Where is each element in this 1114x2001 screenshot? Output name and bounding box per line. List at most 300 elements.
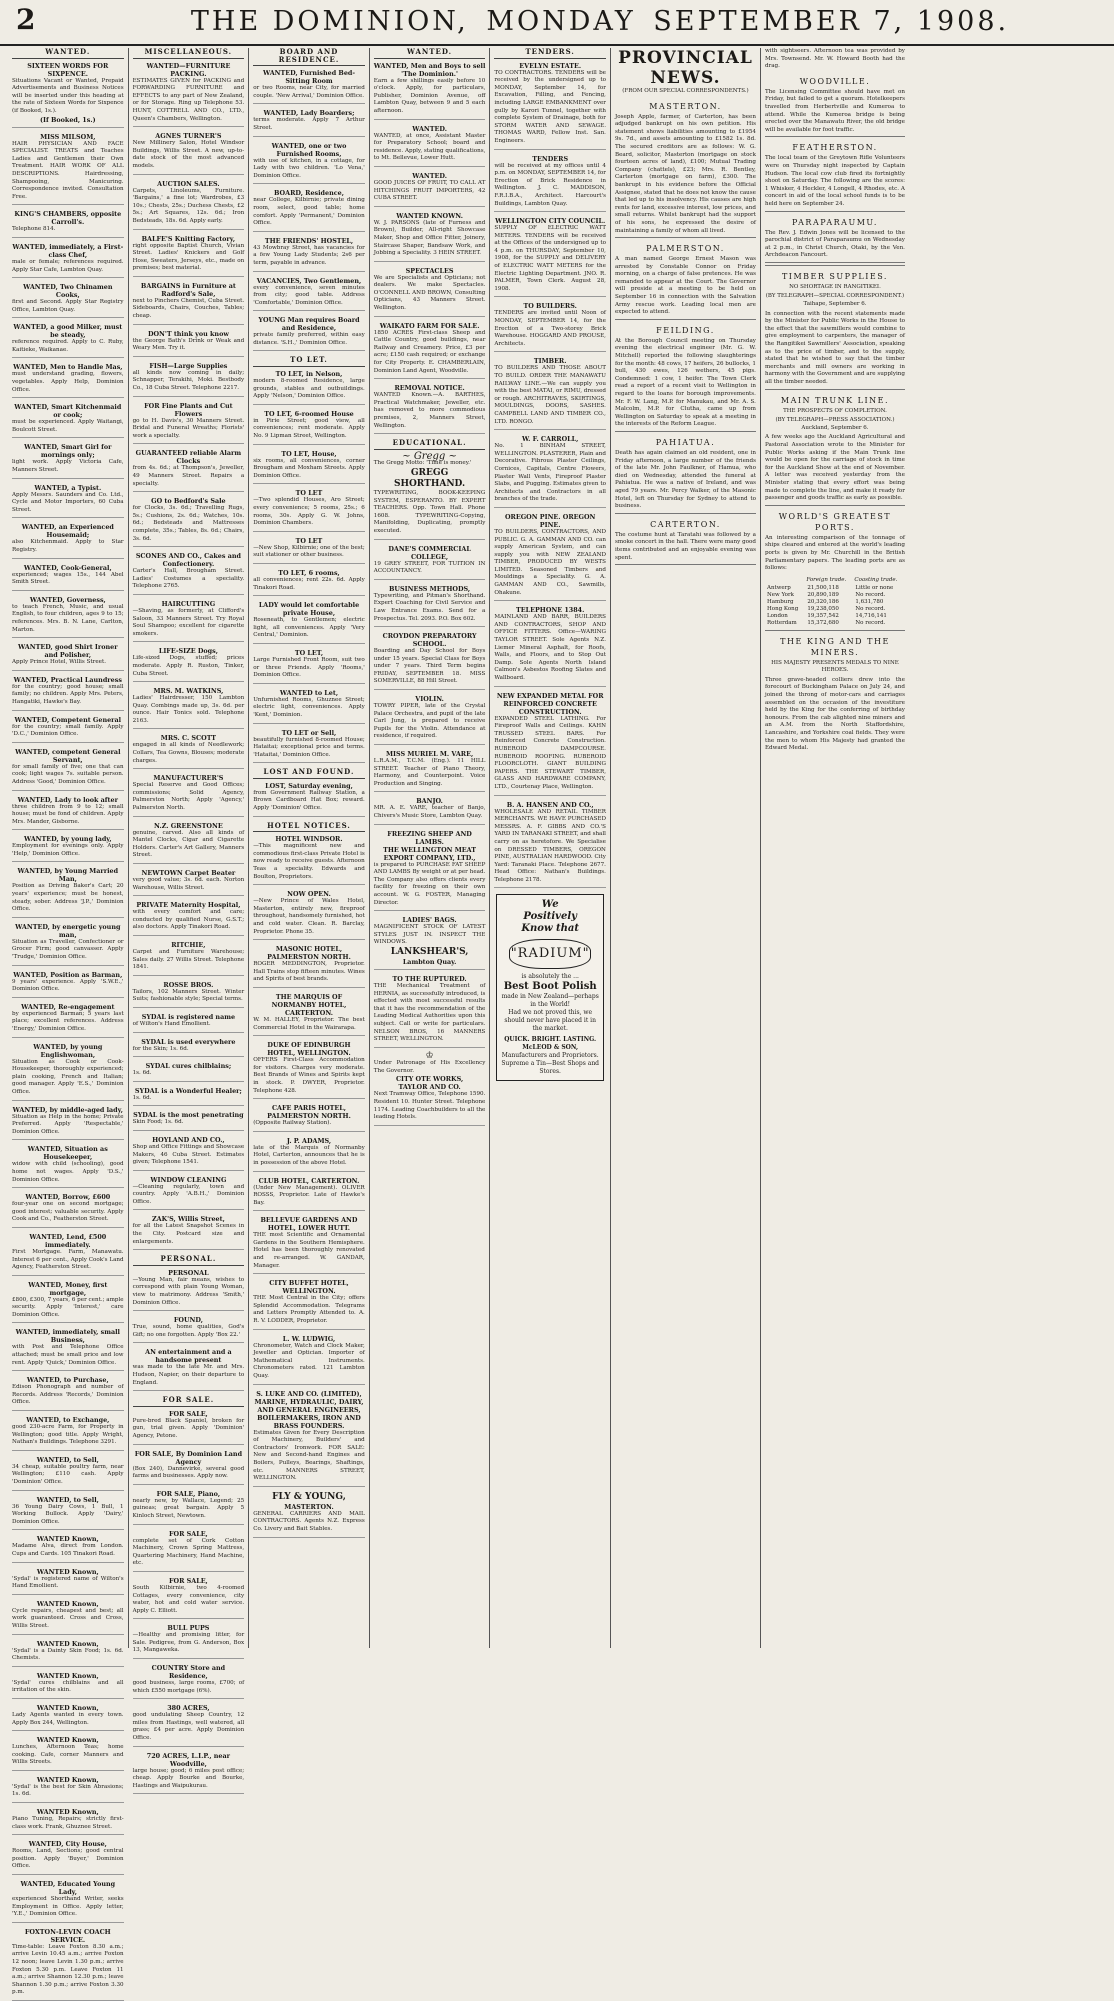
wanted-ad — [12, 676, 124, 711]
to-let-ad-body: in Pirie Street; good view, all conveniences; rent moderate. Apply No. 9 Lipman Street, Wellington. — [253, 417, 365, 440]
misc-ad — [133, 1087, 245, 1107]
wanted-ad-body: Situation as Traveller, Confectioner or Grocer Firm; good canvasser. Apply 'Trudge,' Dominion Office. — [12, 938, 124, 961]
column-header-board: BOARD AND RESIDENCE. — [253, 48, 365, 66]
tender-ad — [494, 357, 606, 430]
radium-slogan: QUICK. BRIGHT. LASTING. — [504, 1036, 597, 1044]
masthead-day: MONDAY — [486, 6, 636, 37]
wanted-ad-title: WANTED, by young lady, — [23, 835, 112, 844]
radium-ask: Supreme a Tin—Best Shops and Stores. — [501, 1060, 600, 1076]
to-let-ad-title: TO LET, 6 rooms, — [278, 568, 340, 577]
wanted-ad-body: Piano Tuning, Repairs; strictly first-class work. Frank, Ghuznee Street. — [12, 1816, 124, 1830]
gregg-title: GREGG SHORTHAND. — [393, 467, 466, 489]
wanted-2-ad-body: 1850 ACRES First-class Sheep and Cattle Country, good buildings, near Railway and Creamery. Price, £3 per acre; £150 cash required; or exchange for City Property. E. CHAMBERLAIN, Dominion Land Agent, Woodville. — [373, 329, 486, 374]
radium-is: is absolutely the ... — [521, 973, 579, 981]
radium-know: Know that — [521, 923, 580, 935]
misc-ad-body: Carpets, Linoleums, Furniture. 'Bargains,' a fine lot; Wardrobes, £3 10s.; Chests, 25s.; Duchess Chests, £2 5s.; Art Squares, 12s. 6d.; Iron Bedsteads, 18s. 6d. Apply early. — [132, 187, 245, 224]
wanted-ad-body: good 230-acre Farm, for Property in Wellington; good title. Apply Wright, Nathan's Buildings. Telephone 3291. — [12, 1424, 124, 1446]
provincial-news-title: PROVINCIAL NEWS. — [618, 48, 753, 88]
wanted-ad — [12, 1456, 124, 1491]
hotel-ad — [253, 1041, 365, 1099]
wanted-2-ad — [374, 62, 486, 120]
ports-table — [765, 576, 905, 627]
wanted-ad-title: WANTED Known, — [36, 1703, 99, 1712]
wanted-ad — [12, 1640, 124, 1667]
violin-title: VIOLIN. — [415, 695, 444, 704]
ports-cell: 19,357,542 — [807, 612, 839, 619]
misc-ad-title: BARGAINS in Furniture at Radford's Sale, — [140, 281, 236, 298]
column-header-wanted-2: WANTED. — [374, 48, 486, 59]
wanted-2-ad-title: SPECTACLES — [405, 266, 454, 275]
wanted-ad — [12, 283, 124, 318]
ports-column-header: Foreign trade. — [806, 576, 847, 583]
board-ad-body: near College, Kilbirnie; private dining room, select, good table; home comfort. Apply 'Permanent,' Dominion Office. — [253, 197, 365, 227]
business-title: BUSINESS METHODS, — [389, 584, 471, 593]
wanted-ad-title: WANTED, Cook-General, — [23, 563, 112, 572]
column-header-wanted: WANTED. — [12, 48, 124, 59]
wanted-ad-body: Lunches, Afternoon Teas; home cooking. Cafe, corner Manners and Willis Streets. — [12, 1744, 124, 1766]
wanted-ad-title: WANTED, Competent General — [14, 715, 122, 724]
patronage: Under Patronage of His Excellency The Governor. — [373, 1060, 486, 1074]
freezing-company: THE WELLINGTON MEAT EXPORT COMPANY, LTD., — [383, 845, 477, 862]
board-ad — [253, 69, 365, 104]
wanted-ad-title: WANTED, Re-engagement — [21, 1002, 115, 1011]
ruptured-body: THE Mechanical Treatment of HERNIA, as successfully introduced, is effected with most successful results that it has the recommendation of the Leading Medical Authorities upon this subject. Call or write for particulars. NELSON BROS, 16 MANNERS STREET, WELLINGTON. — [373, 982, 486, 1043]
wanted-ad-body: must be experienced. Apply Waitangi, Boulcott Street. — [12, 419, 124, 433]
section-header-hotels: HOTEL NOTICES. — [253, 822, 365, 833]
newspaper-name: THE DOMINION, — [190, 6, 469, 37]
misc-ad-title: N.Z. GREENSTONE — [154, 821, 223, 830]
lost-ad-title: LOST, Saturday evening, — [265, 781, 353, 790]
wanted-ad — [12, 323, 124, 358]
to-let-ad — [253, 649, 365, 684]
wanted-ad-title: WANTED, Practical Laundress — [13, 675, 122, 684]
radium-nz: made in New Zealand—perhaps in the World! — [501, 993, 599, 1009]
to-let-ad — [253, 689, 365, 724]
wanted-ad — [12, 1003, 124, 1038]
hotel-ad-title: CLUB HOTEL, CARTERTON. — [258, 1176, 360, 1185]
wanted-ad — [12, 1840, 124, 1875]
board-ad-body: 43 Mowbray Street, has vacancies for a few Young Lady Students; 2s6 per term, payable in advance. — [253, 244, 365, 266]
table-row — [765, 613, 905, 620]
misc-ad-title: GUARANTEED reliable Alarm Clocks — [135, 449, 242, 466]
provincial-sections — [615, 101, 756, 566]
misc-ad-title: PRIVATE Maternity Hospital, — [136, 901, 241, 910]
hotel-ad — [253, 945, 365, 988]
wanted-ad — [12, 1776, 124, 1803]
wanted-ad — [12, 1736, 124, 1771]
wanted-ad-body: Lady Agents wanted in every town. Apply Box 244, Wellington. — [12, 1711, 124, 1726]
provincial-section-heading: PALMERSTON. — [646, 244, 725, 254]
wanted-ad — [12, 923, 124, 966]
tender-ad-title: TENDERS — [532, 154, 569, 163]
city-works-body: Next Tramway Office, Telephone 1590. Resident 10. Hunter Street. Telephone 1174. Leading Coachbuilders to all the leading Hotels. — [373, 1091, 486, 1121]
wanted-ad — [12, 243, 124, 278]
wanted-ad-title: WANTED Known, — [36, 1639, 99, 1648]
tender-ad — [494, 606, 606, 686]
wanted-ad — [12, 1106, 124, 1141]
misc-ad-title: NEWTOWN Carpet Beater — [141, 869, 236, 877]
misc-ad — [133, 132, 245, 174]
hotel-ad-body: THE most Scientific and Ornamental Gardens in the Southern Hemisphere. Hotel has been thoroughly renovated and re-arranged. W. GANDAR, Manager. — [253, 1232, 365, 1269]
to-let-ad — [253, 450, 365, 485]
wanted-ad — [12, 1145, 124, 1188]
tender-ad — [494, 62, 606, 150]
fly-young-ad — [253, 1492, 365, 1538]
tender-ad-title: OREGON PINE. OREGON PINE. — [504, 512, 596, 529]
hotel-ad — [253, 1177, 365, 1212]
wanted-ad-body: Edison Phonograph and number of Records. Address 'Records,' Dominion Office. — [12, 1384, 124, 1406]
fly-title: FLY & YOUNG, — [272, 1491, 346, 1502]
misc-ad — [133, 282, 245, 325]
for-sale-ad-body: good business, large rooms, £700; of which £550 mortgage (6%). — [132, 1680, 245, 1694]
to-let-ad — [253, 370, 365, 405]
wanted-2-ad-body: W. J. PARSONS (late of Furness and Brown), Builder, All-right Showcase Maker, Shop and Office Fitter, Joinery, Staircase Shaper, Bandsaw Work, and Jobbing a Speciality. 3 HEIN STREET. — [373, 219, 486, 257]
wanted-ad-title: WANTED, Men to Handle Mas, — [13, 363, 123, 372]
masthead-title — [170, 6, 1030, 37]
misc-ad — [133, 647, 245, 682]
tender-ads-list — [494, 62, 606, 889]
for-sale-ad-title: FOR SALE, Piano, — [156, 1489, 221, 1498]
to-let-ad-body: —New Shop, Kilbirnie; one of the best; suit stationer or other business. — [253, 544, 365, 559]
tender-ad-body: SUPPLY OF ELECTRIC WATT METERS. TENDERS will be received at the Offices of the undersigned up to 4 p.m. on THURSDAY, September 10, 1908, for the SUPPLY and DELIVERY of ELECTRIC WATT METERS for the Electric Lighting Department. JNO. R. PALMER, Town Clerk. August 28, 1908. — [494, 225, 606, 292]
provincial-section-heading: CARTERTON. — [650, 519, 721, 529]
wanted-ad-body: 9 years' experience. Apply 'S.W.E.,' Dominion Office. — [12, 978, 124, 993]
wanted-ad-title: WANTED, Governess, — [29, 595, 106, 604]
croydon-body: Boarding and Day School for Boys under 15 years. Special Class for Boys under 7 years. Third Term begins FRIDAY, SEPTEMBER 18. MISS SOMERVILLE, 88 Hill Street. — [373, 648, 486, 685]
personal-ad-title: PERSONAL — [168, 1268, 209, 1277]
personal-ad-title: AN entertainment and a handsome present — [145, 1348, 232, 1365]
board-ad-title: WANTED, Furnished Bed-Sitting Room — [262, 69, 356, 86]
wanted-ad-body: three children from 9 to 12; small house; must be fond of children. Apply Mrs. Mander, Gisborne. — [12, 803, 124, 825]
misc-ad-body: Carter's Hall, Brougham Street. Ladies' Costumes a speciality. Telephone 2765. — [132, 568, 245, 590]
wanted-2-ad-body: We are Specialists and Opticians; not dealers. We make Spectacles. O'CONNELL AND BROWN, Consulting Opticians, 43 Manners Street. Wellington. — [373, 274, 486, 312]
for-sale-ad-body: complete set of Cork Cotton Machinery, Crown Spring Mattress, Quartering Machinery, Hand Machine, etc. — [132, 1537, 245, 1567]
wanted-ad — [12, 1416, 124, 1451]
board-ad — [253, 189, 365, 231]
news-section-text: The local team of the Greytown Rifle Volunteers were on Thursday night inspected by Captain Hudson. The local cow club fired its fortnightly shoot on Saturday. The following are the scores: 1 Whisker, 4 Heckler, 4 Longell, 4 Rhodes, etc. A concert in aid of the local school funds is to be held here on September 24. — [764, 155, 905, 207]
croydon-ad — [374, 632, 486, 690]
board-ad — [253, 277, 365, 312]
board-ad-title: BOARD, Residence, — [274, 189, 344, 198]
for-sale-ad-title: FOR SALE, By Dominion Land Agency — [134, 1449, 243, 1466]
misc-ad-title: HAIRCUTTING — [161, 599, 216, 608]
tender-ad — [494, 513, 606, 601]
hotel-ad — [253, 1137, 365, 1172]
for-sale-ad — [133, 1450, 245, 1485]
wanted-ad — [12, 564, 124, 591]
hotel-ad — [253, 890, 365, 940]
board-ad — [253, 316, 365, 351]
misc-ad — [133, 497, 245, 547]
fly-sub: MASTERTON. — [284, 1502, 334, 1511]
misc-ad — [133, 1013, 245, 1033]
wanted-ad-body: widow with child (schooling), good home not wages. Apply 'D.S.,' Dominion Office. — [12, 1161, 124, 1183]
tender-ad — [494, 217, 606, 297]
wanted-ad-body: experienced Shorthand Writer, seeks Employment in Office. Apply letter, 'Y.E.,' Dominion Office. — [12, 1896, 124, 1918]
tender-ad-title: WELLINGTON CITY COUNCIL. — [495, 217, 606, 226]
ports-heading: WORLD'S GREATEST PORTS. — [778, 511, 892, 532]
ports-cell: Little or none — [855, 584, 894, 591]
section-header-educational: EDUCATIONAL. — [374, 439, 486, 450]
radium-maker-sub: Manufacturers and Proprietors. — [501, 1052, 599, 1060]
misc-ad-title: ZAK'S, Willis Street, — [151, 1215, 225, 1224]
banjo-body: MR. A. E. VARE, teacher of Banjo, Chivers's Music Store, Lambton Quay. — [373, 805, 486, 819]
banjo-ad — [374, 797, 486, 824]
hotel-ad-body: —This magnificent new and commodious first-class Private Hotel is now ready to receive guests. Afternoon Teas a speciality. Edwards and Boulton, Proprietors. — [253, 843, 365, 880]
wanted-ad-body: also Kitchenmaid. Apply to Star Registry. — [12, 539, 124, 553]
radium-proof: Had we not proved this, we should never have placed it in the market. — [504, 1009, 596, 1033]
ports-cell: Hong Kong — [766, 605, 799, 612]
royal-crest-icon: ♔ — [425, 1050, 434, 1061]
ports-cell: 21,500,118 — [807, 584, 839, 591]
wanted-ad-body: by experienced Barman; 5 years last place; excellent references. Address 'Energy,' Dominion Office. — [12, 1010, 124, 1032]
tender-ad-body: will be received at my offices until 4 p.m. on MONDAY, SEPTEMBER 14, for Erection of Brick Residence in Wellington. J. C. MADDISON, F.R.I.B.A., Architect. Harcourt's Buildings, Lambton Quay. — [494, 162, 606, 207]
tender-ad-title: TO BUILDERS. — [523, 302, 577, 311]
column-wanted — [8, 47, 129, 1996]
misc-ad — [133, 869, 245, 896]
for-sale-ad — [133, 1664, 245, 1699]
ports-column-header: Coasting trade. — [854, 576, 898, 583]
wanted-2-ad-body: WANTED, at once, Assistant Master for Preparatory School; board and residence. Apply, stating qualifications, to Mt. Bellevue, Lower Hutt. — [373, 132, 486, 162]
wanted-ad-body: male or female; references required. Apply Star Cafe, Lambton Quay. — [12, 258, 124, 273]
to-let-ad-title: TO LET, 6-roomed House — [264, 409, 354, 418]
section-header-personal: PERSONAL. — [133, 1255, 245, 1266]
ludwig-body: Chronometer, Watch and Clock Maker, Jeweller and Optician. Importer of Mathematical Instruments. Chronometers rated. 121 Lambton Quay. — [253, 1342, 365, 1379]
wanted-ad-body: four-year one on second mortgage; good interest; valuable security. Apply Cook and Co., Featherston Street. — [12, 1201, 124, 1223]
wanted-ad-body: must understand grading, flowers, vegetables. Apply Help, Dominion Office. — [12, 371, 124, 393]
gregg-body: TYPEWRITING, BOOK-KEEPING SYSTEM, ESPERANTO. BY EXPERT TEACHERS. Opp. Town Hall. Phone 1608. TYPEWRITING-Copying, Manifolding, Duplicating, promptly executed. — [373, 489, 486, 534]
wanted-ad — [12, 210, 124, 238]
wanted-2-ad — [374, 125, 486, 167]
ports-cell: 14,716,141 — [855, 612, 887, 619]
wanted-ad — [12, 1328, 124, 1371]
board-ad-body: every convenience, seven minutes from city; good table. Address 'Comfortable,' Dominion Office. — [253, 284, 365, 306]
to-let-ad — [253, 489, 365, 531]
tender-ad — [494, 435, 606, 508]
wanted-ad — [12, 971, 124, 998]
tender-ad — [494, 302, 606, 352]
misc-ad — [133, 362, 245, 397]
wanted-ad-title: WANTED, Educated Young Lady, — [20, 1880, 116, 1897]
to-let-ad-title: TO LET — [295, 489, 323, 498]
misc-ad-body: go to H. Davis's, 30 Manners Street. Bridal and Funeral Wreaths; Florists' work a specialty. — [132, 417, 245, 439]
misc-ad — [133, 1215, 245, 1250]
wanted-ad-body: 34 cheap, suitable poultry farm, near Wellington; £110 cash. Apply 'Dominion' Office. — [12, 1463, 124, 1485]
ports-cell: No record. — [855, 605, 886, 612]
danes-body: 19 GREY STREET, FOR TUITION IN ACCOUNTANCY. — [373, 560, 486, 575]
freezing-title: FREEZING SHEEP AND LAMBS. — [387, 829, 472, 846]
hotel-ad-body: (Under New Management). OLIVER ROSSS, Proprietor. Late of Hawke's Bay. — [253, 1184, 365, 1206]
wanted-ads-list — [12, 133, 124, 1923]
lost-ads-list — [253, 782, 365, 817]
to-let-ad-title: TO LET, House, — [281, 449, 337, 458]
wanted-ad — [12, 1880, 124, 1923]
to-let-ad-title: TO LET, in Nelson, — [275, 370, 343, 379]
misc-ad-title: MRS. M. WATKINS, — [153, 687, 224, 696]
tender-ad-body: TO CONTRACTORS. TENDERS will be received by the undersigned up to MONDAY, September 14, for Excavation, Filling, and Fencing, including LARGE EMBANKMENT over gully by Karori Tunnel, together with complete System of Drainage, both for STORM WATER AND SEWAGE. THOMAS WARD, Fellow Inst. San. Engineers. — [494, 69, 606, 144]
trunk-heading: MAIN TRUNK LINE. — [780, 395, 890, 405]
misc-ad-body: Life-sized Dogs, stuffed; prices moderate. Apply R. Ruston, Tinker, Cuba Street. — [132, 655, 245, 677]
wanted-ad-title: WANTED, Smart Kitchenmaid or cook; — [14, 403, 122, 420]
misc-ad-body: engaged in all kinds of Needlework; Collars, Tea Gowns, Blouses; moderate charges. — [132, 742, 245, 764]
danes-ad — [374, 545, 486, 580]
provincial-section-text: Joseph Apple, farmer, of Carterton, has been adjudged bankrupt on his own petition. His statement shows liabilities amounting to £1954 9s. 7d., and assets amounting to £1582 1s. 8d. The secured creditors are as follows: W. G. Beard, solicitor, Masterton (mortgage on stock fourteen acres of land), £100; Mutual Trading Company (chattels), £23; Mrs. R. Bentley, Carterton (mortgage on farm), £300. The bankrupt in his evidence before the Official Assignee, stated that he does not know the cause that led up to his insolvency. His causes are high rents for land, excessive interest, low prices, and small returns. Whilst bankrupt had the support of his sons, he expressed the desire of maintaining a family of whom all lived. — [614, 113, 756, 234]
for-sale-ad — [133, 1490, 245, 1525]
wanted-ad-title: WANTED, a good Milker, must be steady, — [13, 323, 123, 340]
board-ad-body: with use of kitchen, in a cottage, for Lady with two children. 'Lo Vena,' Dominion Office. — [253, 157, 365, 179]
tender-ad-title: NEW EXPANDED METAL FOR REINFORCED CONCRETE CONSTRUCTION. — [496, 691, 604, 716]
personal-ad-title: FOUND, — [173, 1316, 203, 1325]
board-ad-body: private family preferred, within easy distance. 'S.H.,' Dominion Office. — [253, 332, 365, 346]
miners-heading: THE KING AND THE MINERS. — [780, 636, 890, 657]
misc-ad-body: 1s. 6d. — [132, 1070, 152, 1077]
ruptured-title: TO THE RUPTURED. — [392, 974, 467, 983]
wanted-ad-body: experienced; wages 15s., 144 Abel Smith Street. — [12, 571, 124, 586]
wanted-ad-body: light work. Apply Victoria Cafe, Manners Street. — [12, 459, 124, 474]
section-header-to-let: TO LET. — [253, 356, 365, 367]
wanted-ad-body: with Post and Telephone Office attached; must be small price and low rent. Apply 'Quick,' Dominion Office. — [12, 1344, 124, 1366]
hotel-ad — [253, 1104, 365, 1132]
misc-ad-title: SYDAL is a Wonderful Healer; — [134, 1086, 242, 1095]
misc-ad-title: BALFE'S Knitting Factory, — [141, 234, 236, 243]
misc-ad — [133, 1038, 245, 1058]
news-section-heading: FEATHERSTON. — [792, 143, 878, 153]
news-section-heading: PARAPARAUMU. — [792, 217, 878, 227]
wanted-ad-body: 'Sydal' is a Dainty Skin Food; 1s. 6d. Chemists. — [12, 1647, 124, 1662]
to-let-ad — [253, 537, 365, 564]
misc-ad-body: —Shaving, as formerly, at Clifford's Saloon, 33 Manners Street. Try Royal Soul Shampoo; excellent for cigarette smokers. — [132, 607, 245, 637]
business-body: Typewriting, and Pitman's Shorthand. Expert Coaching for Civil Service and Law Entrance Exams. Send for a Prospectus. Tel. 2093. P.O. Box 602. — [373, 592, 486, 622]
banjo-title: BANJO. — [416, 797, 443, 806]
tender-ad-title: TIMBER. — [533, 357, 567, 366]
board-ad — [253, 142, 365, 185]
wanted-ad — [12, 643, 124, 671]
city-works-ad — [373, 1050, 486, 1126]
wanted-2-ad — [374, 384, 486, 434]
personal-ad-body: was made to the late Mr. and Mrs. Hudson, Napier, on their departure to England. — [132, 1364, 245, 1386]
trunk-byline: (BY TELEGRAPH—PRESS ASSOCIATION.) Auckland, September 6. — [775, 417, 895, 431]
wanted-ad — [12, 1496, 124, 1531]
ports-cell: No record. — [855, 591, 886, 598]
wanted-ad-title: WANTED, a Typist. — [34, 483, 102, 492]
wanted-ad-title: WANTED, good Shirt Ironer and Polisher, — [18, 643, 118, 660]
ports-column-header — [765, 576, 805, 585]
for-sale-ad-body: Pure-bred Black Spaniel, broken for gun, trial given. Apply 'Dominion' Agency, Petone. — [132, 1417, 245, 1439]
board-ad-title: VACANCIES, Two Gentlemen, — [256, 276, 362, 285]
for-sale-ad-body: —Healthy and promising litter, for Sale. Pedigree, from G. Anderson, Box 13, Mangaweka. — [132, 1632, 245, 1654]
misc-ad — [133, 330, 245, 357]
misc-ad — [133, 1111, 245, 1131]
misc-ad — [133, 774, 245, 816]
miners-subheading: HIS MAJESTY PRESENTS MEDALS TO NINE HEROES. — [771, 659, 899, 674]
wanted-ad-title: WANTED, Two Chinamen Cooks, — [23, 283, 113, 300]
violin-body: TOWRY PIPER, late of the Crystal Palace Orchestra, and pupil of the late Carl Jung, is prepared to receive Pupils for the Violin. Attendance at residence, if required. — [373, 703, 486, 740]
wanted-2-ad-title: WAIKATO FARM FOR SALE. — [379, 321, 480, 330]
timber-subheading: NO SHORTAGE IN RANGITIKEI. — [789, 283, 881, 290]
to-let-ad-title: LADY would let comfortable private House, — [258, 601, 360, 618]
wanted-ad — [12, 133, 124, 206]
to-let-ad-body: modern 8-roomed Residence, large grounds, stables and outbuildings. Apply 'Nelson,' Dominion Office. — [253, 378, 365, 400]
radium-positively: Positively — [523, 911, 577, 923]
wanted-2-ad-title: REMOVAL NOTICE. — [394, 384, 465, 393]
bags-title: LADIES' BAGS. — [402, 916, 457, 925]
to-let-ad — [253, 569, 365, 596]
misc-ad-body: for the Skin; 1s. 6d. — [132, 1045, 189, 1052]
tender-ad-title: W. F. CARROLL, — [521, 435, 579, 444]
misc-ad-title: DON'T think you know — [147, 329, 229, 338]
tender-ad-body: EXPANDED STEEL LATHING. For Fireproof Walls and Ceilings. KAHN TRUSSED STEEL BARS. For Reinforced Concrete Construction. RUBEROID DAMPCOURSE. RUBEROID ROOFING. RUBEROID FLOORCLOTH. GIANT BUILDING PAPERS. THE STEWART TIMBER, GLASS AND HARDWARE COMPANY, LTD., Courtenay Place, Wellington. — [494, 715, 606, 790]
personal-ad — [133, 1316, 245, 1343]
tender-ad-body: No. 1 BINHAM STREET, WELLINGTON. PLASTERER, Plain and Decorative. Fibrous Plaster Ceilings, Cornices, Capitals, Centre Flowers, Plaster Wall Vents, Fireproof Plaster Slabs, and Pugging. Estimates given to Architects and Contractors in all branches of the trade. — [494, 443, 606, 503]
hotel-ad — [253, 993, 365, 1036]
table-row — [765, 599, 905, 606]
ports-cell: London — [766, 612, 788, 619]
ports-cell: No record. — [855, 619, 886, 626]
wanted-ad-title: WANTED, Position as Barman, — [13, 970, 123, 979]
radium-maker: McLEOD & SON, — [522, 1044, 579, 1052]
misc-ad-body: the George Bath's Drink or Weak and Weary Men. Try it. — [132, 337, 245, 352]
ports-cell: Rotterdam — [766, 619, 797, 626]
for-sale-ad-body: large house; good; 6 miles post office; cheap. Apply Bourke and Bourke, Hastings and Waipukurau. — [132, 1767, 245, 1789]
tender-ad-body: TO BUILDERS AND THOSE ABOUT TO BUILD. ORDER THE MANAWATU RAILWAY LINE.—We can supply you with the best MATAI, or RIMU, dressed or rough. ARCHITRAVES, SKIRTINGS, MOULDINGS, DOORS, SASHES. CAMPBELL LAND AND TIMBER CO., LTD. RONGO. — [494, 365, 606, 425]
wanted-ad-body: Cycle repairs, cheapest and best; all work guaranteed. Cross and Cross, Willis Street. — [12, 1607, 124, 1629]
ports-cell: Antwerp — [766, 584, 791, 591]
ports-cell: 15,372,680 — [807, 619, 839, 626]
misc-ad — [133, 235, 245, 277]
to-let-ad-title: TO LET or Sell, — [281, 728, 337, 737]
lost-ad-body: from Government Railway Station, a Brown Cardboard Hat Box; reward. Apply 'Dominion' Office. — [253, 789, 365, 812]
for-sale-ad-title: 720 ACRES, L.I.P., near Woodville, — [146, 1751, 230, 1768]
danes-title: DANE'S COMMERCIAL COLLEGE, — [388, 544, 471, 561]
column-wanted-2 — [370, 48, 491, 1648]
wanted-2-ad — [374, 267, 486, 317]
provincial-section-text: At the Borough Council meeting on Thursday evening the electrical engineer (Mr. G. W. Mitchell) reported the following slaughterings for the month: 48 cows, 17 heifers, 26 bullocks, 1 bull, 430 ewes, 126 wethers, 45 pigs. Condemned: 1 cow, 1 heifer. The Town Clerk read a report of a recent visit to Wellington in regard to the loans for borough improvements. Mr. F. W. Lang, M.P. for Manukau, and Mr. A. S. Malcolm, M.P. for Clutha, came up from Wellington on Saturday to speak at a meeting in the interests of the Reform League. — [614, 337, 756, 428]
wanted-ad — [12, 1704, 124, 1731]
miss-vare-ad — [374, 750, 486, 792]
misc-ad — [133, 981, 245, 1008]
hotel-ad-title: MASONIC HOTEL, PALMERSTON NORTH. — [267, 945, 351, 962]
misc-ad-body: all kinds now coming in daily; Schnapper, Terakihi, Moki. Bestbody Co., 18 Cuba Street. Telephone 2217. — [132, 369, 245, 392]
section-header-for-sale: FOR SALE. — [133, 1396, 245, 1407]
wanted-ad-body: Position as Driving Baker's Cart; 20 years' experience; must be honest, steady, sober. Address 'J.P.,' Dominion Office. — [12, 883, 124, 913]
misc-ad-body: for Clocks, 3s. 6d.; Travelling Rugs, 5s.; Cushions, 2s. 6d.; Watches, 10s. 6d.; Bedsteads and Mattresses complete, 35s.; Tables, 8s. 6d.; Chairs, 3s. 6d. — [132, 505, 245, 542]
provincial-section-text: The costume hunt at Taratahi was followed by a smoke concert in the hall. There were many good items contributed and an enjoyable evening was spent. — [614, 531, 756, 561]
misc-ad-title: MRS. C. SCOTT — [160, 734, 216, 743]
provincial-section-text: Death has again claimed an old resident, one in Friday afternoon, a large number of the friends of the late Mr. John Faulkner, of Hamua, who died on Wednesday, attended the funeral at Pahiatua. He was a native of Ireland, and was aged 79 years. Mr. Percy Walker, of the Masonic Hotel, left on Thursday for Sydney to attend to business. — [614, 449, 756, 510]
wanted-ad — [12, 835, 124, 862]
tender-ad-body: MAINLAND AND BARR, BUILDERS AND CONTRACTORS, SHOP AND OFFICE FITTERS. Office—WARING TAYLOR STREET. Sole Agents N.Z. Liemer Mineral Asphalt, for Roofs, Walls, and Floors, and to Stop Out Damp. Sole Agents North Island Calmon's Asbestos Roofing Slates and Wallboard. — [494, 614, 606, 681]
hotel-ad-body: ROGER MEDDINGTON, Proprietor. Hall Trains stop fifteen minutes. Wines and Spirits of best brands. — [253, 961, 365, 983]
board-ad-title: YOUNG Man requires Board and Residence, — [258, 316, 360, 333]
news-section-text: The Licensing Committee should have met on Friday, but failed to get a quorum. Hotelkeepers travelled from Herbertville and Kumeroa to attend. While the Kumeroa bridge is being erected over the Manawatu River, the old bridge will be available for foot traffic. — [764, 88, 905, 133]
wanted-ad-title: WANTED, immediately, a First-class Chef, — [12, 242, 124, 259]
to-let-ad-title: TO LET, — [294, 648, 324, 657]
continued-intro: with sightseers. Afternoon tea was provided by Mrs. Townsend. Mr. W. Howard Booth had the drag. — [764, 48, 905, 70]
wanted-ad-title: WANTED, to Purchase, — [26, 1376, 109, 1385]
misc-ad-body: right opposite Baptist Church, Vivian Street. Ladies' Knickers and Golf Hose, Sweaters, Jerseys, etc., made on premises; best material. — [132, 242, 245, 272]
wanted-2-ad — [374, 212, 486, 262]
hotel-ad-body: —New Prince of Wales Hotel, Masterton, entirely new, fireproof throughout, handsomely furnished, hot and cold water. Clean. R. Barclay, Proprietor. Phone 35. — [253, 898, 365, 935]
to-let-ad-title: WANTED to Let, — [279, 688, 339, 697]
for-sale-ad — [133, 1577, 245, 1619]
wanted-2-ad-title: WANTED, Men and Boys to sell 'The Dominion.' — [373, 61, 486, 78]
misc-ad-body: —Cleaning regularly, town and country. Apply 'A.B.H.,' Dominion Office. — [132, 1183, 245, 1205]
misc-ad — [133, 822, 245, 864]
wanted-ad-title: WANTED, to Sell, — [36, 1455, 99, 1464]
for-sale-ad-body: (Box 240), Dannevirke, several good farms and businesses. Apply now. — [132, 1465, 245, 1480]
continued-sections — [765, 76, 905, 263]
misc-ad-body: very good value; 3s. 6d. each. Norton Warehouse, Willis Street. — [132, 877, 245, 891]
